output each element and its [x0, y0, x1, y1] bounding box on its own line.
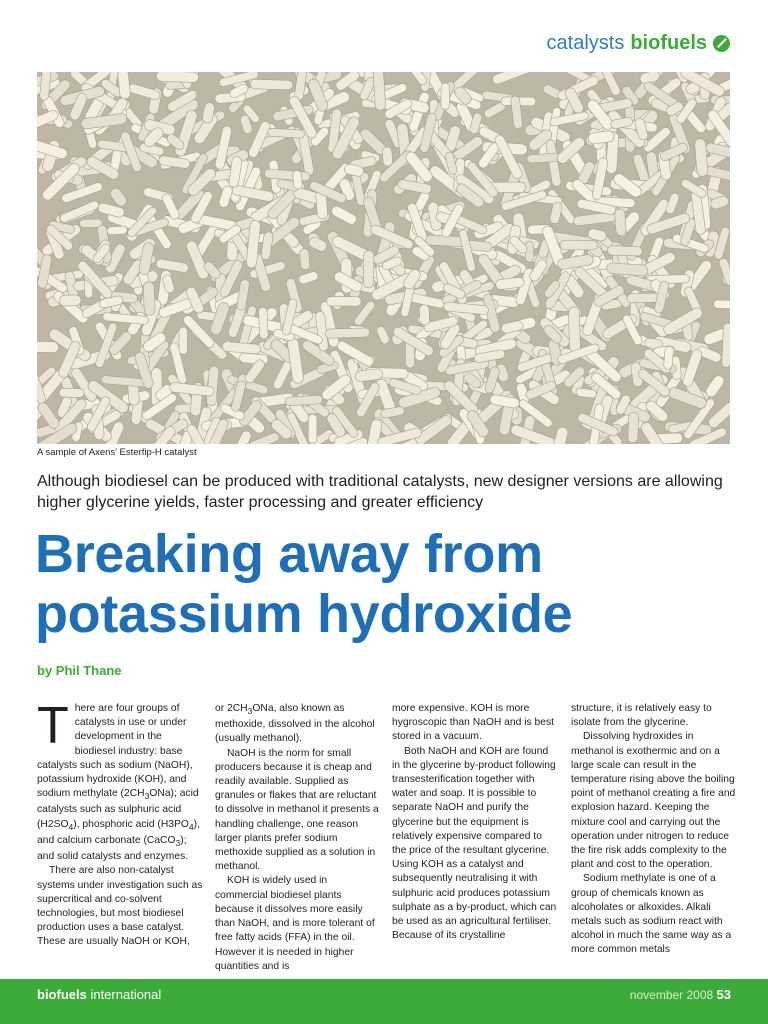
pellet	[713, 300, 730, 309]
pellet	[258, 307, 268, 339]
paragraph: Dissolving hydroxides in methanol is exothermic and on a large scale can result in the temperature rising above the boiling point of methanol creating a fire and explosion hazard. Keeping the mixture cool and carrying out the operation under nitrogen to reduce the fire risk adds complexity to the plant and cost to the operation.	[571, 731, 736, 871]
article-column-3	[392, 702, 558, 943]
paragraph: or $2CH_3ONa$, also known as methoxide, dissolved in the alcohol (usually methanol).	[215, 703, 375, 745]
leaf-icon	[713, 35, 730, 52]
pellet	[308, 414, 317, 443]
article-column-1	[37, 697, 203, 950]
pellet	[37, 341, 59, 352]
pellet	[373, 72, 386, 111]
pellet	[382, 147, 393, 167]
section-brand: biofuels	[630, 31, 707, 54]
pellet	[292, 170, 302, 189]
paragraph: Both NaOH and KOH are found in the glycerine by-product following transesterification together with water and soap. It is possible to separate NaOH and purify the glycerine but the equipment is relatively expensive compared to the price of the resultant glycerine. Using KOH as a catalyst and subsequently neutralising it with sulphuric acid produces potassium sulphate as a by-product, which can be used as an agricultural fertiliser. Because of its crystalline	[392, 745, 557, 942]
pellet	[299, 248, 310, 270]
drop-cap: T	[37, 697, 69, 755]
paragraph: more expensive. KOH is more hygroscopic than NaOH and is best stored in a vacuum.	[392, 703, 554, 743]
paragraph: There are also non-catalyst systems under investigation such as supercritical and co-solvent technologies, but most biodiesel production uses a base catalyst. These are usually NaOH or KOH,	[37, 865, 203, 948]
pellet	[607, 246, 642, 256]
pellet	[179, 327, 188, 354]
pellet	[628, 412, 639, 443]
section-name: catalysts	[546, 31, 625, 54]
page-number: 53	[716, 987, 731, 1002]
byline: by Phil Thane	[37, 663, 122, 678]
article-column-2	[215, 702, 381, 974]
article-column-4	[571, 702, 737, 958]
pellet	[560, 240, 598, 250]
pellet	[419, 304, 430, 325]
headline-line-2: potassium hydroxide	[35, 584, 573, 644]
footer-issue: november 2008 53	[629, 987, 731, 1002]
pellet	[143, 281, 156, 315]
paragraph: Sodium methylate is one of a group of chemicals known as alcoholates or alkoxides. Alkali metals such as sodium react with alcohol in much the same way as a more common metals	[571, 873, 732, 956]
pellet	[59, 388, 84, 398]
pellet	[363, 250, 373, 287]
pellet	[156, 72, 199, 83]
paragraph: structure, it is relatively easy to isolate from the glycerine.	[571, 703, 712, 729]
photo-caption: A sample of Axens’ Esterfip-H catalyst	[37, 447, 197, 458]
paragraph: NaOH is the norm for small producers because it is cheap and readily available. Supplied as granules or flakes that are reluctant to dissolve in methanol it presents a handling challenge, one reason larger plants prefer sodium methoxide supplied as a solution in methanol.	[215, 747, 379, 873]
pellet	[441, 83, 450, 110]
pellet	[326, 296, 361, 306]
pellet	[663, 346, 673, 370]
standfirst: Although biodiesel can be produced with traditional catalysts, new designer versions are allowing higher glycerine yields, faster processing and greater efficiency	[37, 473, 723, 511]
pellet	[107, 226, 128, 235]
pellet	[250, 79, 293, 90]
paragraph: There are four groups of catalysts in use or under development in the biodiesel industry: base catalysts such as sodium (NaOH), potassium hydroxide (KOH), and sodium methylate $(2CH_3ONa)$; acid catalysts such as sulphuric acid $(H2SO_4)$, phosphoric acid $(H3PO_4)$, and calcium carbonate (CaCO$_3$); and solid catalysts and enzymes.	[37, 697, 200, 863]
footer-publication: biofuels international	[37, 987, 162, 1002]
page-footer	[0, 979, 768, 1024]
pellet	[59, 295, 81, 306]
headline-line-1: Breaking away from	[35, 524, 543, 584]
pellet	[325, 328, 370, 338]
pellet	[525, 241, 534, 262]
catalyst-photo	[37, 72, 730, 444]
headline	[35, 524, 755, 644]
section-header	[547, 28, 730, 58]
paragraph: KOH is widely used in commercial biodiesel plants because it dissolves more easily than NaOH, and is more tolerant of free fatty acids (FFA) in the oil. However it is needed in higher quantities and is	[215, 875, 375, 972]
pellet	[614, 209, 626, 236]
pellet	[568, 307, 580, 353]
catalyst-pellets-image	[37, 72, 730, 444]
